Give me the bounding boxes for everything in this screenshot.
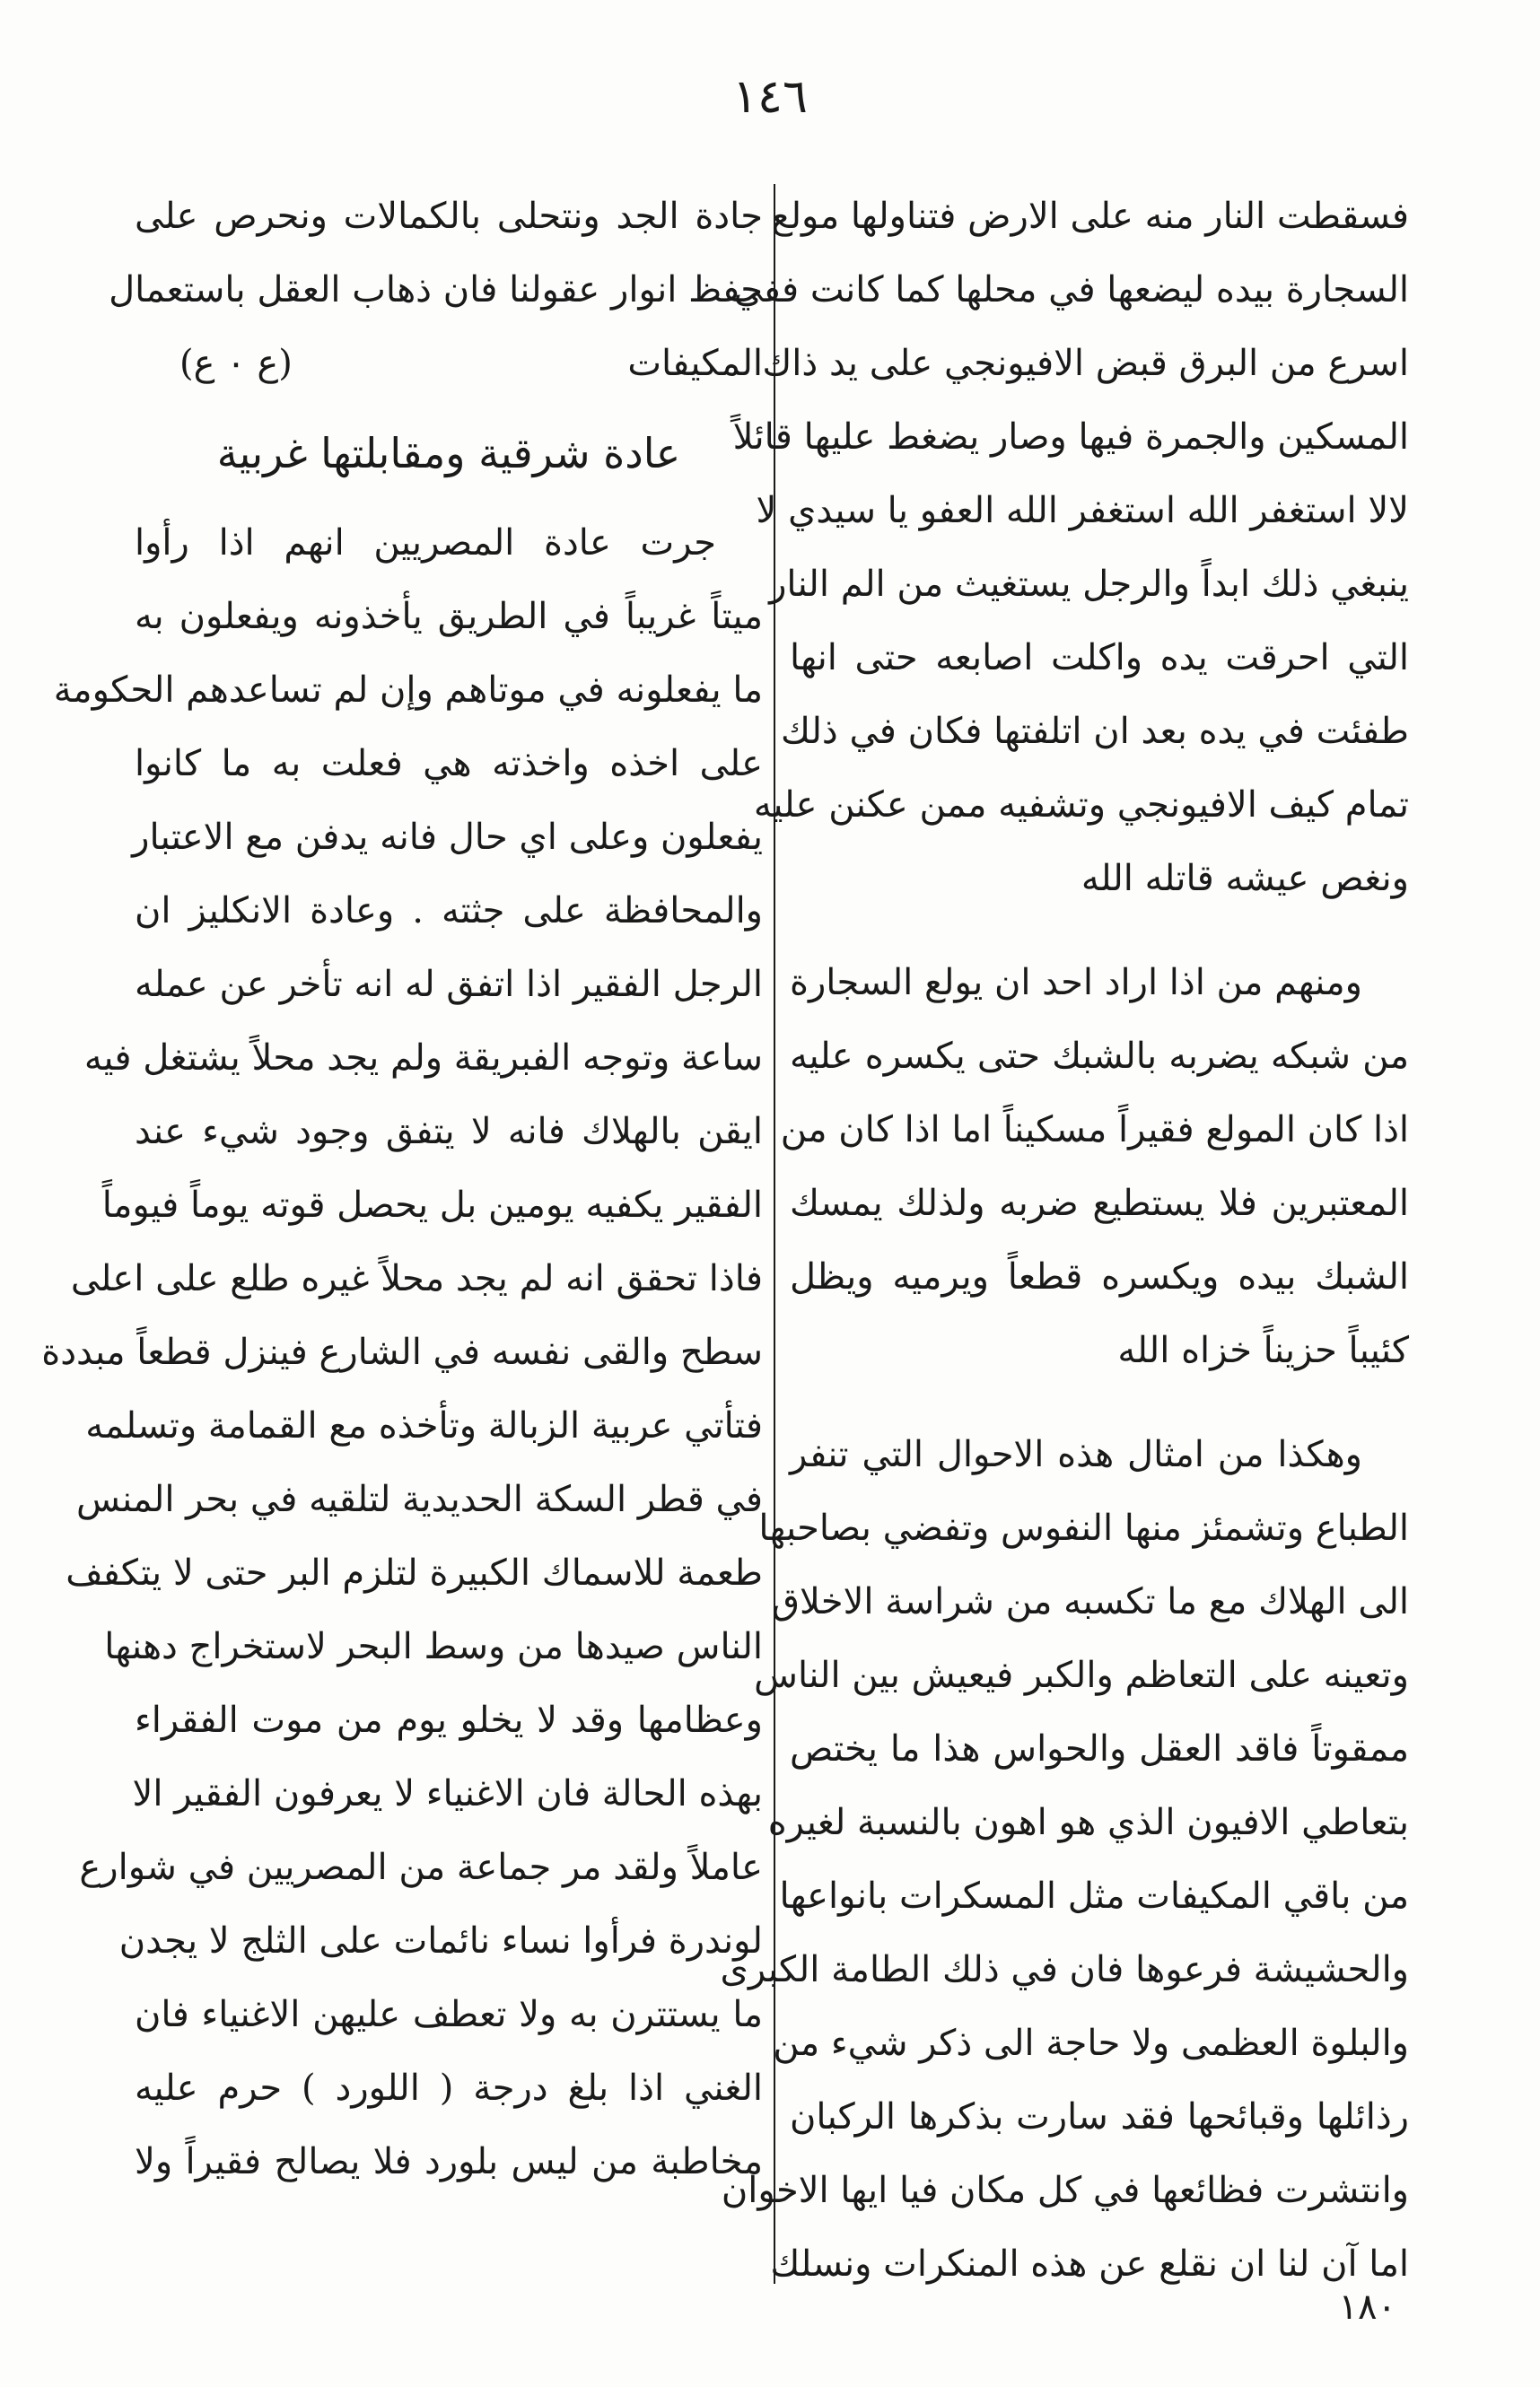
intro-last-line-with-signature — [135, 327, 763, 400]
text-line: ما يستترن به ولا تعطف عليهن الاغنياء فان — [135, 1994, 763, 2035]
text-line: كئيباً حزيناً خزاه الله — [1117, 1330, 1409, 1371]
text-line: حفظ انوار عقولنا فان ذهاب العقل باستعمال — [109, 269, 763, 310]
text-line: والمحافظة على جثته . وعادة الانكليز ان — [135, 890, 763, 931]
text-line: الى الهلاك مع ما تكسبه من شراسة الاخلاق — [771, 1581, 1409, 1622]
text-line: المعتبرين فلا يستطيع ضربه ولذلك يمسك — [790, 1183, 1409, 1224]
text-line: في قطر السكة الحديدية لتلقيه في بحر المنس — [75, 1479, 763, 1520]
text-line: المسكين والجمرة فيها وصار يضغط عليها قائلاً — [732, 416, 1409, 458]
text-line: الرجل الفقير اذا اتفق له انه تأخر عن عمله — [135, 964, 763, 1005]
text-line: لالا استغفر الله استغفر الله العفو يا سيدي لا — [756, 490, 1409, 531]
text-line: طفئت في يده بعد ان اتلفتها فكان في ذلك — [781, 711, 1409, 752]
text-line: جادة الجد ونتحلى بالكمالات ونحرص على — [135, 196, 763, 237]
text-line: من شبكه يضربه بالشبك حتى يكسره عليه — [790, 1036, 1409, 1077]
text-line: طعمة للاسماك الكبيرة لتلزم البر حتى لا يتكفف — [66, 1552, 763, 1594]
text-line: فتأتي عربية الزبالة وتأخذه مع القمامة وتسلمه — [85, 1405, 763, 1447]
text-line: بهذه الحالة فان الاغنياء لا يعرفون الفقير الا — [132, 1773, 763, 1814]
text-line: الشبك بيده ويكسره قطعاً ويرميه ويظل — [790, 1256, 1409, 1298]
text-line: اما آن لنا ان نقلع عن هذه المنكرات ونسلك — [770, 2243, 1409, 2285]
text-line: والحشيشة فرعوها فان في ذلك الطامة الكبرى — [720, 1949, 1409, 1990]
text-line: لوندرة فرأوا نساء نائمات على الثلج لا يجدن — [118, 1920, 763, 1962]
text-line: جرت عادة المصريين انهم اذا رأوا — [135, 522, 716, 564]
text-line: على اخذه واخذته هي فعلت به ما كانوا — [135, 743, 763, 784]
text-line: التي احرقت يده واكلت اصابعه حتى انها — [790, 637, 1409, 678]
right-column — [720, 179, 1409, 2301]
text-line: ما يفعلونه في موتاهم وإن لم تساعدهم الحكومة — [53, 669, 763, 711]
text-line: تمام كيف الافيونجي وتشفيه ممن عكنن عليه — [753, 784, 1409, 826]
text-line: والبلوة العظمى ولا حاجة الى ذكر شيء من — [773, 2023, 1409, 2064]
text-line: المكيفات — [627, 343, 763, 384]
section-heading: عادة شرقية ومقابلتها غربية — [216, 429, 681, 477]
text-line: فاذا تحقق انه لم يجد محلاً غيره طلع على اعلى — [70, 1258, 763, 1299]
text-line: ممقوتاً فاقد العقل والحواس هذا ما يختص — [790, 1728, 1409, 1770]
text-line: رذائلها وقبائحها فقد سارت بذكرها الركبان — [790, 2096, 1409, 2138]
text-line: فسقطت النار منه على الارض فتناولها مولع — [771, 196, 1409, 237]
text-line: السجارة بيده ليضعها في محلها كما كانت ففي — [733, 269, 1409, 310]
text-line: الفقير يكفيه يومين بل يحصل قوته يوماً فيوماً — [101, 1185, 763, 1226]
text-line: عاملاً ولقد مر جماعة من المصريين في شوارع — [79, 1847, 763, 1888]
author-signature: (ع ٠ ع) — [179, 343, 293, 384]
text-line: الغني اذا بلغ درجة ( اللورد ) حرم عليه — [135, 2068, 763, 2109]
page-number: ١٤٦ — [732, 70, 808, 124]
text-line: اسرع من البرق قبض الافيونجي على يد ذاك — [762, 343, 1409, 384]
text-line: ونغص عيشه قاتله الله — [1081, 858, 1409, 899]
text-line: اذا كان المولع فقيراً مسكيناً اما اذا كان من — [780, 1109, 1409, 1150]
text-line: وتعينه على التعاظم والكبر فيعيش بين الناس — [754, 1655, 1409, 1696]
text-line: سطح والقى نفسه في الشارع فينزل قطعاً مبددة — [41, 1332, 763, 1373]
text-line: وهكذا من امثال هذه الاحوال التي تنفر — [790, 1434, 1362, 1475]
text-line: وعظامها وقد لا يخلو يوم من موت الفقراء — [135, 1700, 763, 1741]
text-line: من باقي المكيفات مثل المسكرات بانواعها — [779, 1876, 1409, 1917]
text-line: ينبغي ذلك ابداً والرجل يستغيث من الم النار — [769, 564, 1409, 605]
text-line: ايقن بالهلاك فانه لا يتفق وجود شيء عند — [135, 1111, 763, 1152]
text-line: مخاطبة من ليس بلورد فلا يصالح فقيراً ولا — [135, 2141, 763, 2182]
text-line: الطباع وتشمئز منها النفوس وتفضي بصاحبها — [758, 1508, 1409, 1549]
text-line: وانتشرت فظائعها في كل مكان فيا ايها الاخوان — [721, 2170, 1409, 2211]
text-line: ميتاً غريباً في الطريق يأخذونه ويفعلون به — [135, 596, 763, 637]
text-line: ومنهم من اذا اراد احد ان يولع السجارة — [789, 962, 1362, 1003]
footer-page-number: ١٨٠ — [1338, 2286, 1396, 2328]
left-column — [41, 179, 763, 2199]
text-line: ساعة وتوجه الفبريقة ولم يجد محلاً يشتغل فيه — [83, 1037, 763, 1079]
text-line: الناس صيدها من وسط البحر لاستخراج دهنها — [104, 1626, 763, 1667]
text-line: يفعلون وعلى اي حال فانه يدفن مع الاعتبار — [132, 817, 763, 858]
text-line: بتعاطي الافيون الذي هو اهون بالنسبة لغيره — [767, 1802, 1409, 1843]
